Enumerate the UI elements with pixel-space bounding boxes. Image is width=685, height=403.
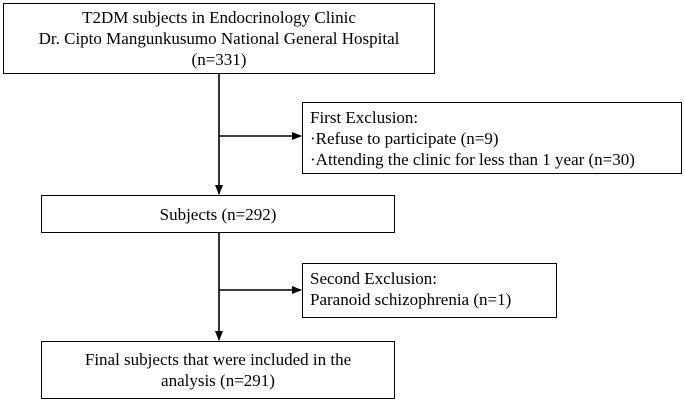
population-box: [3, 3, 435, 74]
population-line-2: Dr. Cipto Mangunkusumo National General Hospital: [38, 29, 400, 48]
first-exclusion-title: First Exclusion:: [310, 108, 419, 127]
first-exclusion-box: [302, 102, 682, 174]
second-exclusion-box: [302, 263, 557, 318]
subjects-count: Subjects (n=292): [159, 204, 277, 224]
subjects-box: [41, 195, 395, 233]
second-exclusion-title: Second Exclusion:: [310, 269, 438, 288]
second-exclusion-item-schizophrenia: Paranoid schizophrenia (n=1): [310, 290, 512, 309]
first-exclusion-item-refuse: ·Refuse to participate (n=9): [310, 129, 499, 148]
population-line-1: T2DM subjects in Endocrinology Clinic: [82, 8, 356, 27]
final-subjects-line-1: Final subjects that were included in the: [84, 350, 352, 369]
population-count: (n=331): [191, 50, 247, 69]
first-exclusion-item-attending: ·Attending the clinic for less than 1 year (n=30): [310, 150, 635, 169]
final-subjects-count: analysis (n=291): [161, 371, 275, 390]
final-subjects-box: [41, 341, 395, 399]
